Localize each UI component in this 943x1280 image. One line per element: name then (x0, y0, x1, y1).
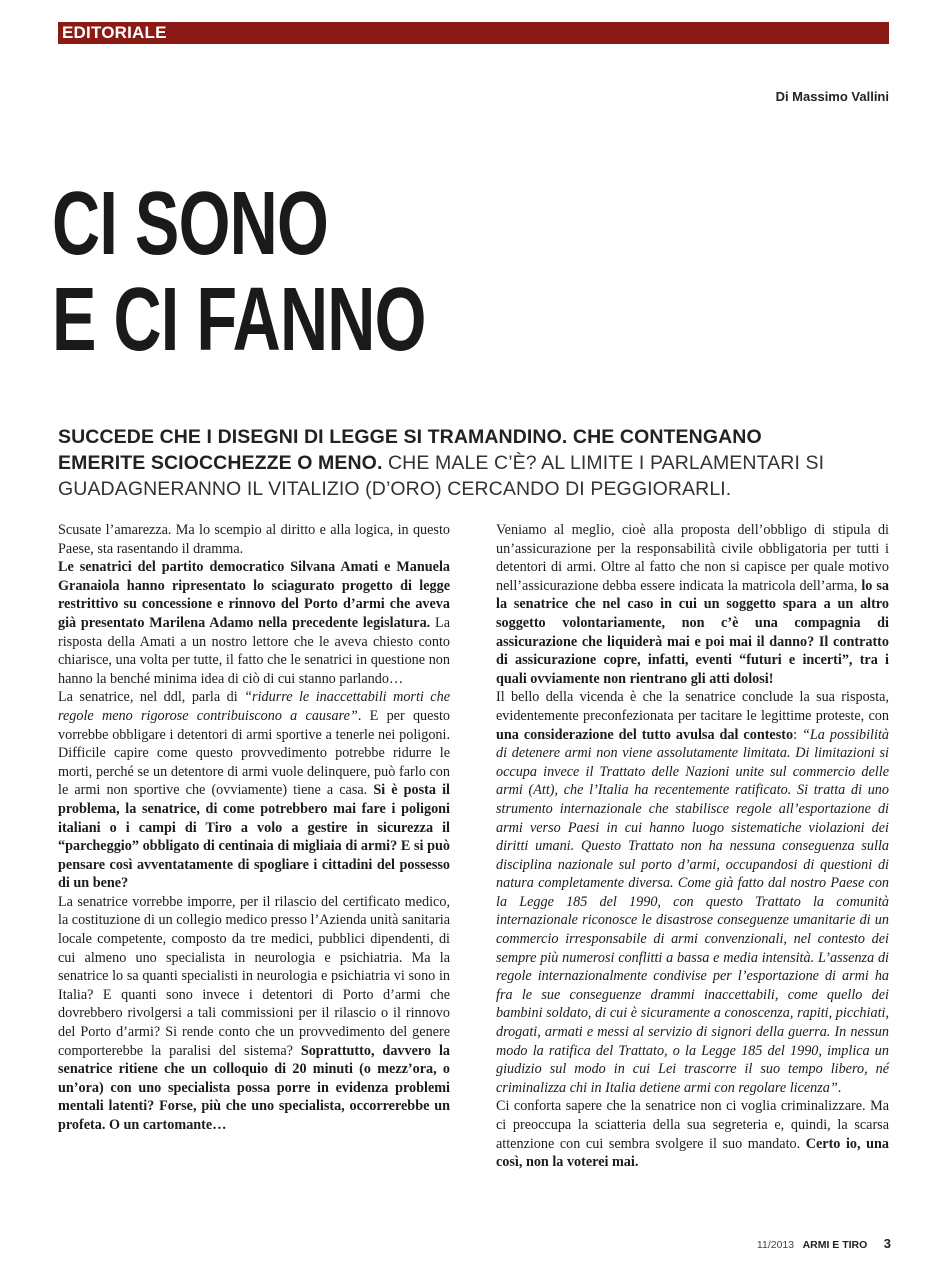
paragraph-2: Le senatrici del partito democratico Silvana Amati e Manuela Granaiola hanno ripresentato lo sciagurato progetto di legge restrittivo su concessione e rinnovo del Porto d’armi che aveva già presentato Marilena Adamo nella precedente legislatura. La risposta della Amati a un nostro lettore che le aveva chiesto conto chiarisce, una volta per tutte, il fatto che le senatrici in questione non hanno la benché minima idea di ciò di cui stanno parlando… (58, 559, 450, 687)
page-footer (757, 1235, 891, 1253)
headline (52, 176, 426, 368)
paragraph-4: La senatrice vorrebbe imporre, per il rilascio del certificato medico, la costituzione di un collegio medico presso l’Azienda unità sanitaria locale competente, composto da tre medici, pubblici dipendenti, di cui almeno uno specialista in neurologia e psichiatria. Ma la senatrice lo sa quanti specialisti in neurologia e psichiatria vi sono in Italia? E quanti sono invece i detentori di Porto d’armi che dovrebbero rivolgersi a tali commissioni per il rilascio o il rinnovo del Porto d’armi? Si rende conto che un provvedimento del genere comporterebbe la paralisi del sistema? Soprattutto, davvero la senatrice ritiene che un colloquio di 20 minuti (o mezz’ora, o un’ora) con uno specialista possa porre in evidenza problemi mentali latenti? Forse, più che uno specialista, occorrerebbe un profeta. O un cartomante… (58, 893, 451, 1133)
author-byline: Di Massimo Vallini (775, 89, 889, 104)
headline-line-2: E CI FANNO (52, 270, 426, 370)
lede (58, 424, 838, 502)
section-header-bar (58, 22, 889, 44)
paragraph-3: La senatrice, nel ddl, parla di “ridurre le inaccettabili morti che regole meno rigorose contribuiscono a causare”. E per questo vorrebbe obbligare i detentori di armi sportive a tenerle nei poligoni. Difficile capire come questo provvedimento potrebbe ridurre le morti, perché se un detentore di armi vuole delinquere, può farlo con le armi non sportive che (ovviamente) tiene a casa. Si è posta il problema, la senatrice, di come potrebbero mai fare i poligoni italiani o i campi di Tiro a volo a gestire in sicurezza il “parcheggio” obbligato di centinaia di migliaia di armi? E si può pensare così avventatamente di spogliare i cittadini del possesso di un bene? (58, 689, 450, 892)
lede-regular: CHE MALE C’È? AL LIMITE I PARLAMENTARI SI GUADAGNERANNO IL VITALIZIO (D’ORO) CERCANDO DI PEGGIORARLI. (58, 452, 825, 500)
headline-line-1: CI SONO (52, 174, 329, 274)
page-number: 3 (883, 1236, 891, 1251)
paragraph-7: Ci conforta sapere che la senatrice non ci voglia criminalizzare. Ma ci preoccupa la sciatteria della sua segreteria e, quindi, la scarsa attenzione con cui sembra svolgere il suo mandato. Certo io, una così, non la voterei mai. (496, 1098, 889, 1171)
section-label: EDITORIALE (62, 23, 167, 42)
paragraph-6: Il bello della vicenda è che la senatrice conclude la sua risposta, evidentemente preconfezionata per tacitare le legittime proteste, con una considerazione del tutto avulsa dal contesto: “La possibilità di detenere armi non viene assolutamente limitata. Di limitazioni si occupa invece il Trattato delle Nazioni unite sul commercio delle armi (Att), che l’Italia ha recentemente ratificato. Si tratta di uno strumento internazionale che stabilisce regole all’esportazione di armi verso Paesi in cui hanno luogo sistematiche violazioni dei diritti umani. Questo Trattato non ha nessuna conseguenza sulla disciplina nazionale sul porto d’armi, occupandosi di questioni di natura completamente diversa. Come già fatto dal nostro Paese con la Legge 185 del 1990, con questo Trattato la comunità internazionale riconosce le disastrose conseguenze umanitarie di un commercio irresponsabile di armi convenzionali, nel contesto dei sempre più numerosi conflitti a bassa e media intensità. L’assenza di regole internazionalmente condivise per l’esportazione di armi ha fra le sue conseguenze drammi inaccettabili, come quello dei bambini soldato, di cui è sicuramente a conoscenza, rapiti, picchiati, drogati, armati e messi al servizio di signori della guerra. In nessun modo la ratifica del Trattato, o la Legge 185 del 1990, implica un giudizio sul modo in cui Lei trascorre il suo tempo libero, né criminalizza chi in Italia detiene armi con regolare licenza”. (496, 689, 889, 1096)
paragraph-1: Scusate l’amarezza. Ma lo scempio al diritto e alla logica, in questo Paese, sta rasentando il dramma. (58, 522, 450, 557)
article-column-right (496, 521, 889, 1172)
lede-bold: SUCCEDE CHE I DISEGNI DI LEGGE SI TRAMANDINO. CHE CONTENGANO EMERITE SCIOCCHEZZE O MENO. (58, 426, 762, 474)
paragraph-5-continued: Veniamo al meglio, cioè alla proposta dell’obbligo di stipula di un’assicurazione per la responsabilità civile obbligatoria per tutti i detentori di armi. Oltre al fatto che non si capisce per quale motivo nell’assicurazione debba essere indicata la matricola dell’arma, lo sa la senatrice che nel caso in cui un soggetto spara a un altro soggetto volontariamente, non c’è una compagnia di assicurazione che liquiderà mai e poi mai il danno? Il contratto di assicurazione copre, infatti, eventi “futuri e incerti”, tra i quali ovviamente non rientrano gli atti dolosi! (496, 522, 889, 687)
issue-date: 11/2013 (756, 1239, 795, 1251)
article-column-left (58, 521, 450, 1135)
magazine-name: ARMI E TIRO (802, 1239, 868, 1251)
